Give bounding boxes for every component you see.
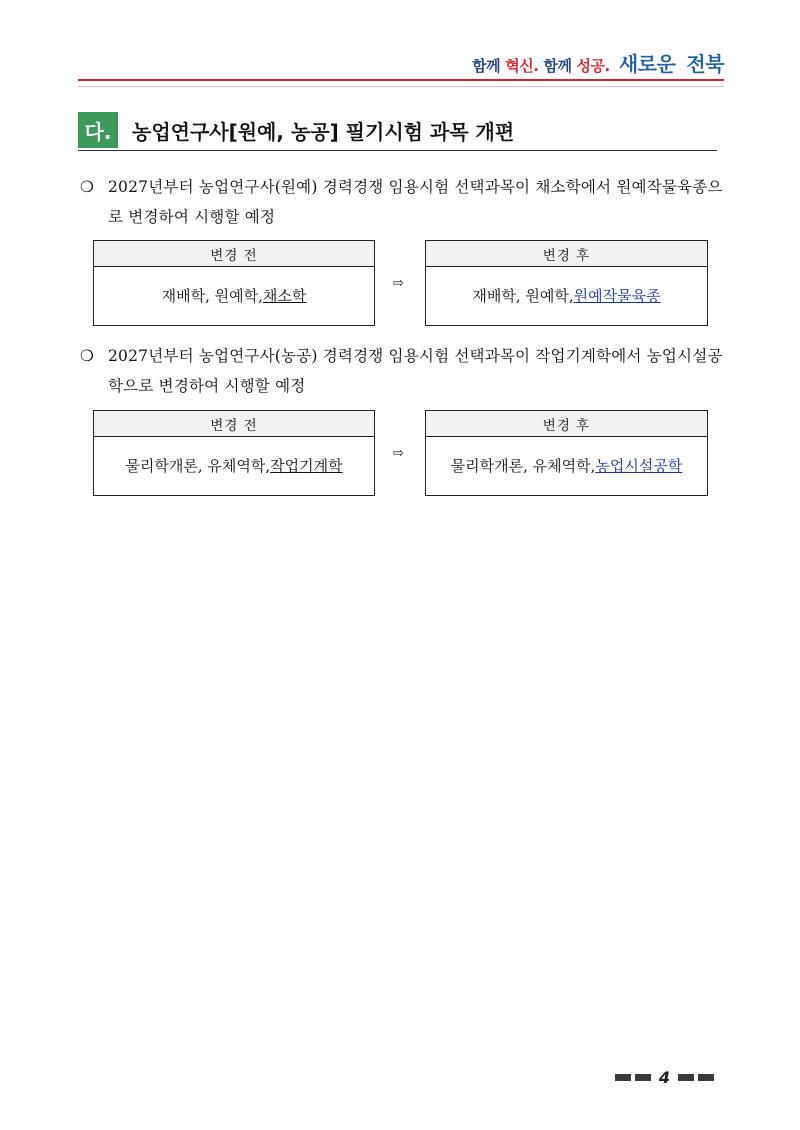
changed-subject: 채소학 bbox=[262, 287, 307, 305]
box-body bbox=[94, 437, 374, 494]
box-body bbox=[426, 267, 707, 324]
box-header: 변경 후 bbox=[426, 411, 707, 437]
bullet-text: 2027년부터 농업연구사(농공) 경력경쟁 임용시험 선택과목이 작업기계학에서 농업시설공학으로 변경하여 시행할 예정 bbox=[108, 347, 723, 395]
right-arrow-icon: ⇨ bbox=[393, 276, 404, 291]
subject-list: 물리학개론, 유체역학, bbox=[450, 457, 596, 475]
box-header: 변경 전 bbox=[94, 241, 374, 267]
header-divider-light bbox=[78, 86, 724, 87]
decor-bar bbox=[678, 1074, 694, 1081]
bullet-text: 2027년부터 농업연구사(원예) 경력경쟁 임용시험 선택과목이 채소학에서 원예작물육종으로 변경하여 시행할 예정 bbox=[108, 178, 723, 226]
after-box-agri-engineering bbox=[425, 410, 708, 496]
box-header: 변경 후 bbox=[426, 241, 707, 267]
before-box-horticulture bbox=[93, 240, 375, 326]
decor-bar bbox=[698, 1074, 714, 1081]
section-title: 농업연구사[원예, 농공] 필기시험 과목 개편 bbox=[132, 120, 515, 144]
header-divider-red bbox=[78, 79, 724, 81]
header-slogan bbox=[472, 48, 724, 77]
box-body bbox=[426, 437, 707, 494]
bullet-paragraph-agri-engineering bbox=[80, 341, 730, 401]
circle-bullet-icon: ❍ bbox=[80, 347, 94, 365]
new-subject: 원예작물육종 bbox=[573, 287, 661, 305]
after-box-horticulture bbox=[425, 240, 708, 326]
page-number bbox=[615, 1068, 714, 1087]
changed-subject: 작업기계학 bbox=[270, 457, 343, 475]
section-underline bbox=[78, 150, 717, 151]
slogan-new: 새로운 bbox=[618, 52, 676, 76]
slogan-success: 성공. bbox=[576, 57, 610, 75]
slogan-together-1: 함께 bbox=[472, 57, 501, 75]
slogan-jeonbuk: 전북 bbox=[686, 52, 724, 76]
slogan-together-2: 함께 bbox=[543, 57, 572, 75]
bullet-paragraph-horticulture bbox=[80, 172, 730, 232]
decor-bar bbox=[615, 1074, 631, 1081]
circle-bullet-icon: ❍ bbox=[80, 178, 94, 196]
page-number-value: 4 bbox=[658, 1068, 670, 1087]
subject-list: 물리학개론, 유체역학, bbox=[125, 457, 271, 475]
subject-list: 재배학, 원예학, bbox=[472, 287, 574, 305]
before-box-agri-engineering bbox=[93, 410, 375, 496]
box-body bbox=[94, 267, 374, 324]
box-header: 변경 전 bbox=[94, 411, 374, 437]
section-badge: 다. bbox=[78, 112, 118, 148]
decor-bar bbox=[635, 1074, 651, 1081]
new-subject: 농업시설공학 bbox=[595, 457, 683, 475]
right-arrow-icon: ⇨ bbox=[393, 446, 404, 461]
slogan-innovation: 혁신. bbox=[505, 57, 539, 75]
subject-list: 재배학, 원예학, bbox=[161, 287, 263, 305]
